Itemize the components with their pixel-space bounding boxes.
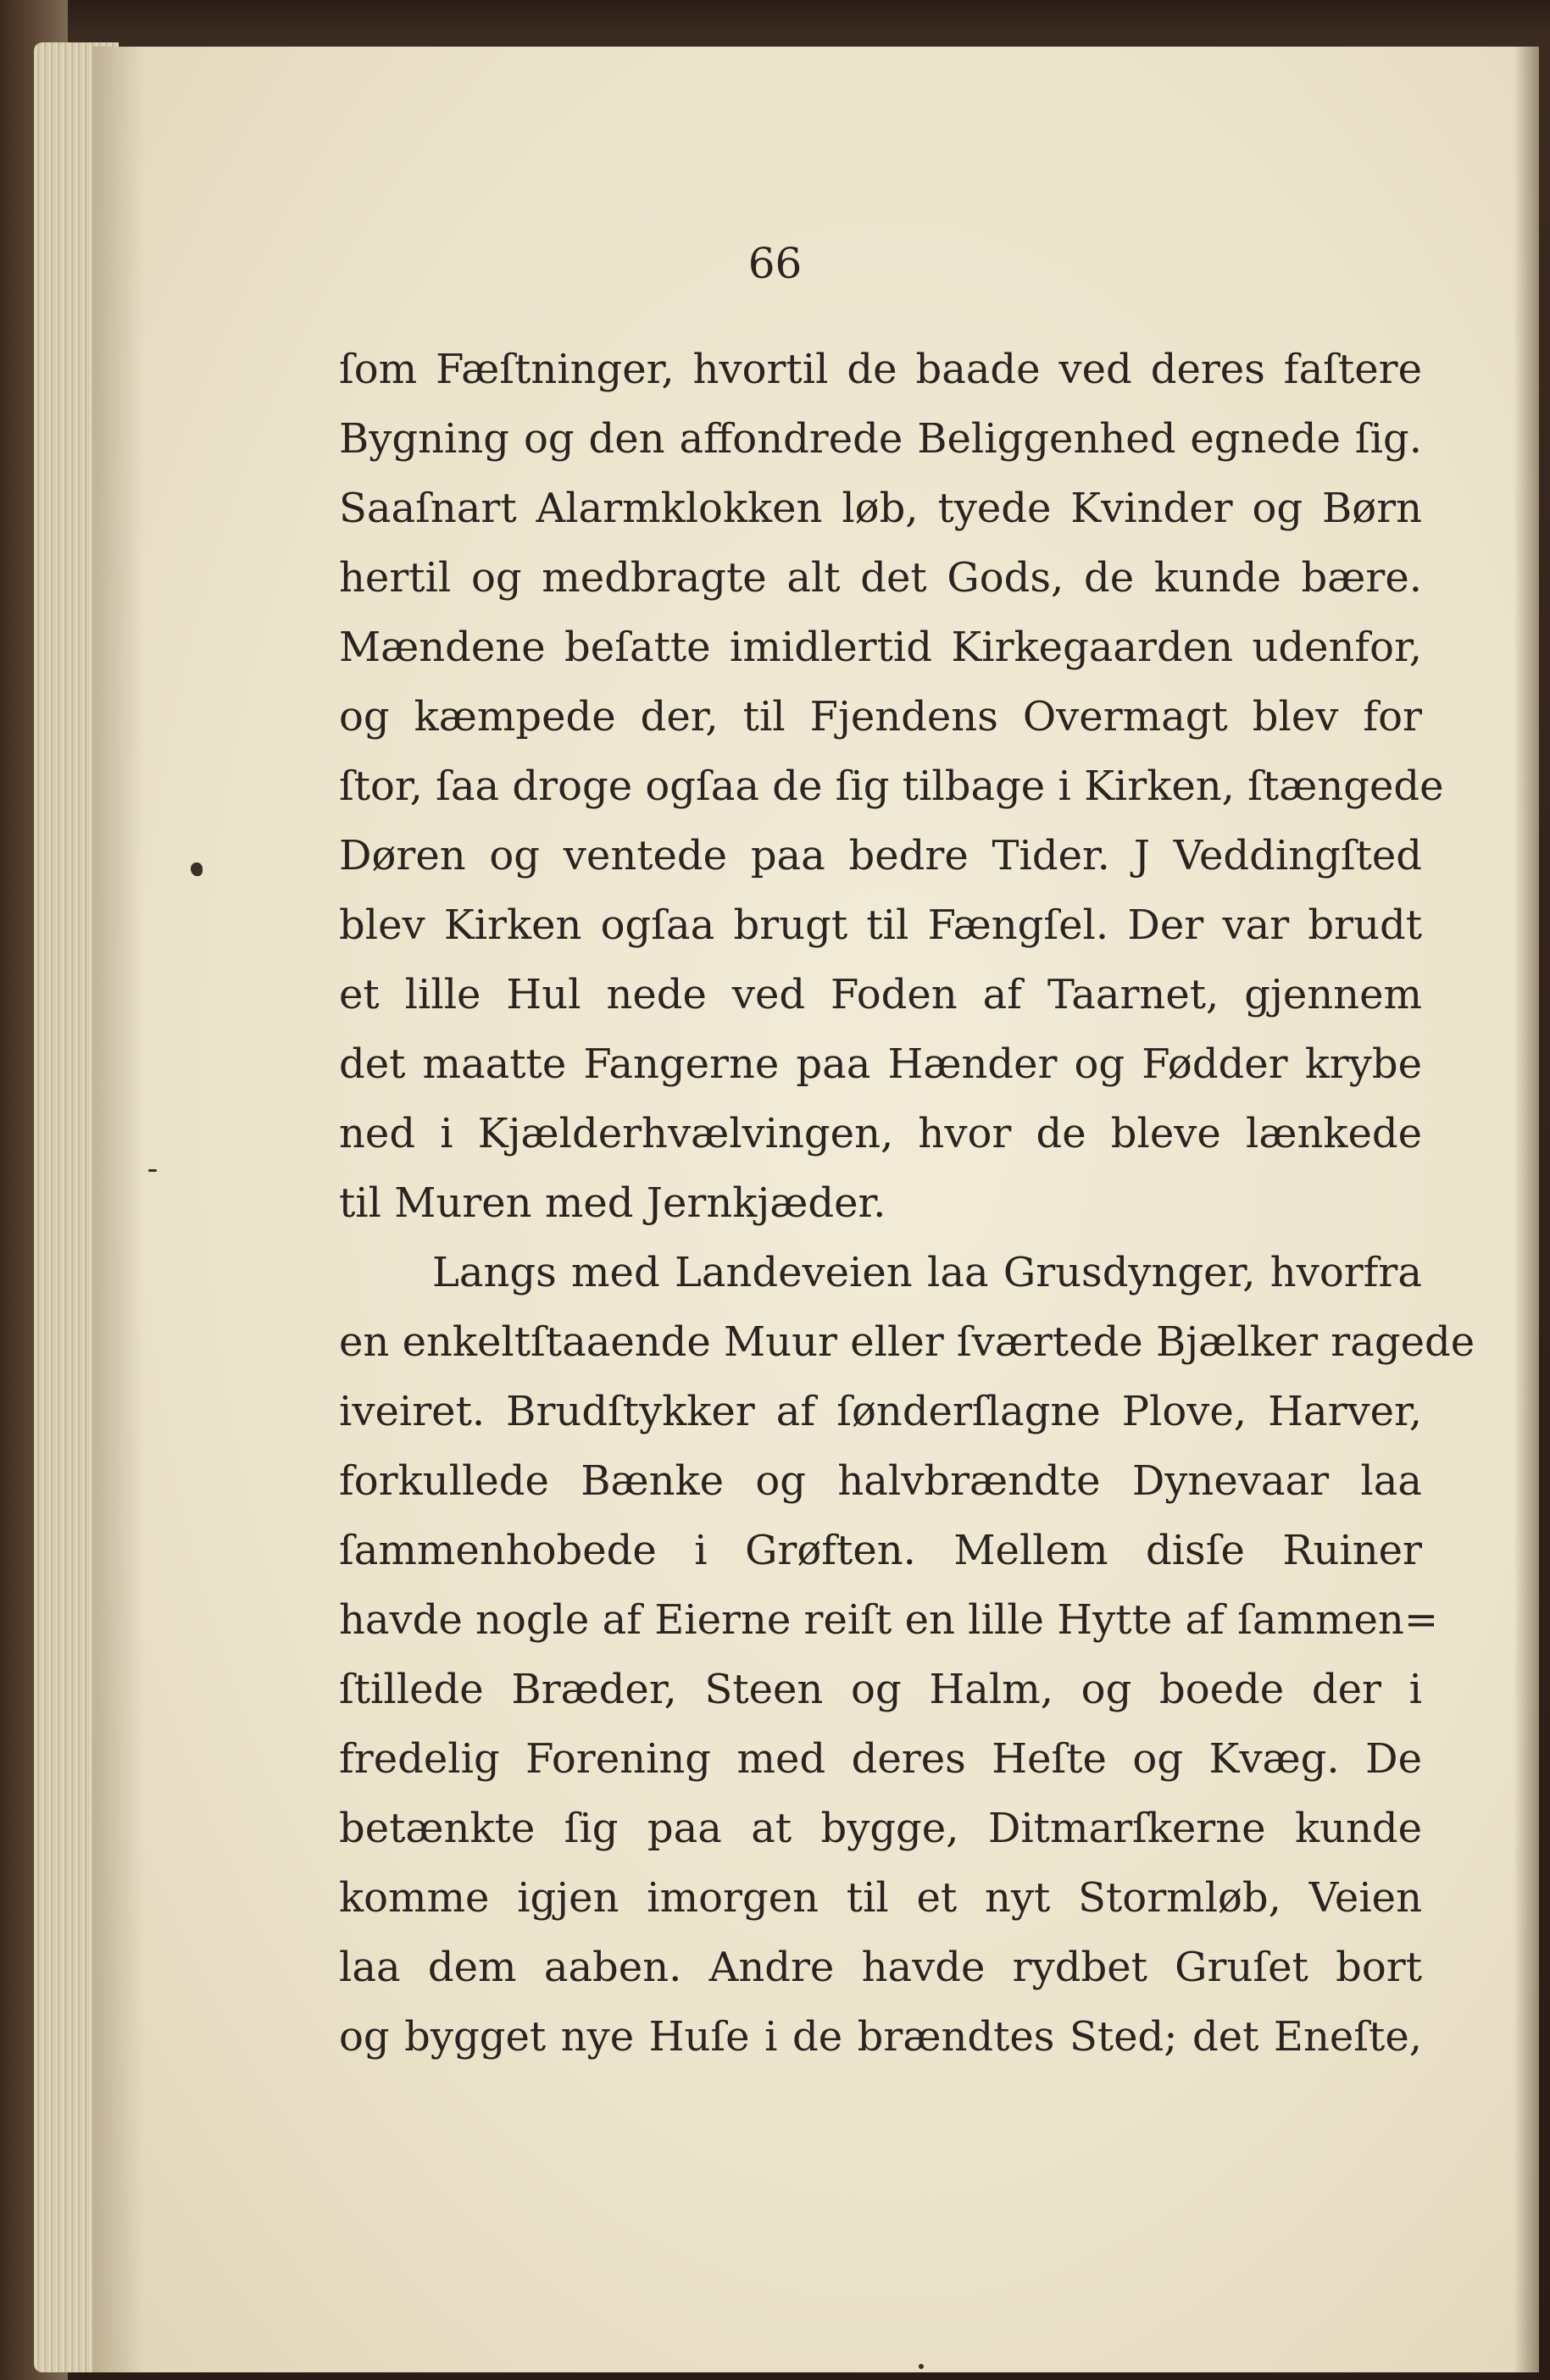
text-line: et lille Hul nede ved Foden af Taarnet, gjennem: [339, 971, 1422, 1018]
text-line: fredelig Forening med deres Heſte og Kvæg. De: [339, 1735, 1422, 1783]
text-line-paragraph-end: til Muren med Jernkjæder.: [339, 1179, 886, 1227]
stray-mark-bottom: [919, 2364, 924, 2369]
text-line: en enkeltſtaaende Muur eller ſværtede Bjælker ragede: [339, 1318, 1475, 1366]
text-line: komme igjen imorgen til et nyt Stormløb, Veien: [339, 1874, 1422, 1922]
text-line: Døren og ventede paa bedre Tider. J Veddingſted: [339, 832, 1422, 879]
text-line: forkullede Bænke og halvbrændte Dynevaar laa: [339, 1457, 1422, 1505]
body-text: [339, 335, 1475, 2072]
text-line: ned i Kjælderhvælvingen, hvor de bleve lænkede: [339, 1110, 1422, 1157]
text-line: iveiret. Brudſtykker af ſønderſlagne Plove, Harver,: [339, 1388, 1422, 1435]
text-line-paragraph-start: Langs med Landeveien laa Grusdynger, hvorfra: [432, 1249, 1422, 1296]
spine-shadow: [93, 47, 144, 2372]
text-line: betænkte ſig paa at bygge, Ditmarſkerne kunde: [339, 1805, 1422, 1852]
page-right-edge: [1514, 47, 1539, 2372]
text-line: hertil og medbragte alt det Gods, de kunde bære.: [339, 554, 1422, 602]
stray-mark: [148, 1169, 157, 1172]
text-line: ſtillede Bræder, Steen og Halm, og boede der i: [339, 1666, 1422, 1713]
text-line: havde nogle af Eierne reiſt en lille Hytte af ſammen=: [339, 1596, 1439, 1644]
page-number: 66: [747, 239, 803, 288]
text-line: Mændene beſatte imidlertid Kirkegaarden udenfor,: [339, 624, 1422, 671]
text-line: laa dem aaben. Andre havde rydbet Gruſet bort: [339, 1944, 1422, 1991]
text-line: og kæmpede der, til Fjendens Overmagt blev for: [339, 693, 1422, 741]
text-line: det maatte Fangerne paa Hænder og Fødder krybe: [339, 1040, 1422, 1088]
text-line: Saaſnart Alarmklokken løb, tyede Kvinder og Børn: [339, 485, 1422, 532]
ink-blot: [191, 863, 203, 876]
text-line: ſammenhobede i Grøften. Mellem disſe Ruiner: [339, 1527, 1422, 1574]
text-line: ſom Fæſtninger, hvortil de baade ved deres faſtere: [339, 346, 1422, 393]
text-line: ſtor, ſaa droge ogſaa de ſig tilbage i Kirken, ſtængede: [339, 763, 1444, 810]
text-line: blev Kirken ogſaa brugt til Fængſel. Der var brudt: [339, 902, 1422, 949]
text-line: Bygning og den affondrede Beliggenhed egnede ſig.: [339, 415, 1422, 463]
text-line: og bygget nye Huſe i de brændtes Sted; det Eneſte,: [339, 2013, 1422, 2061]
